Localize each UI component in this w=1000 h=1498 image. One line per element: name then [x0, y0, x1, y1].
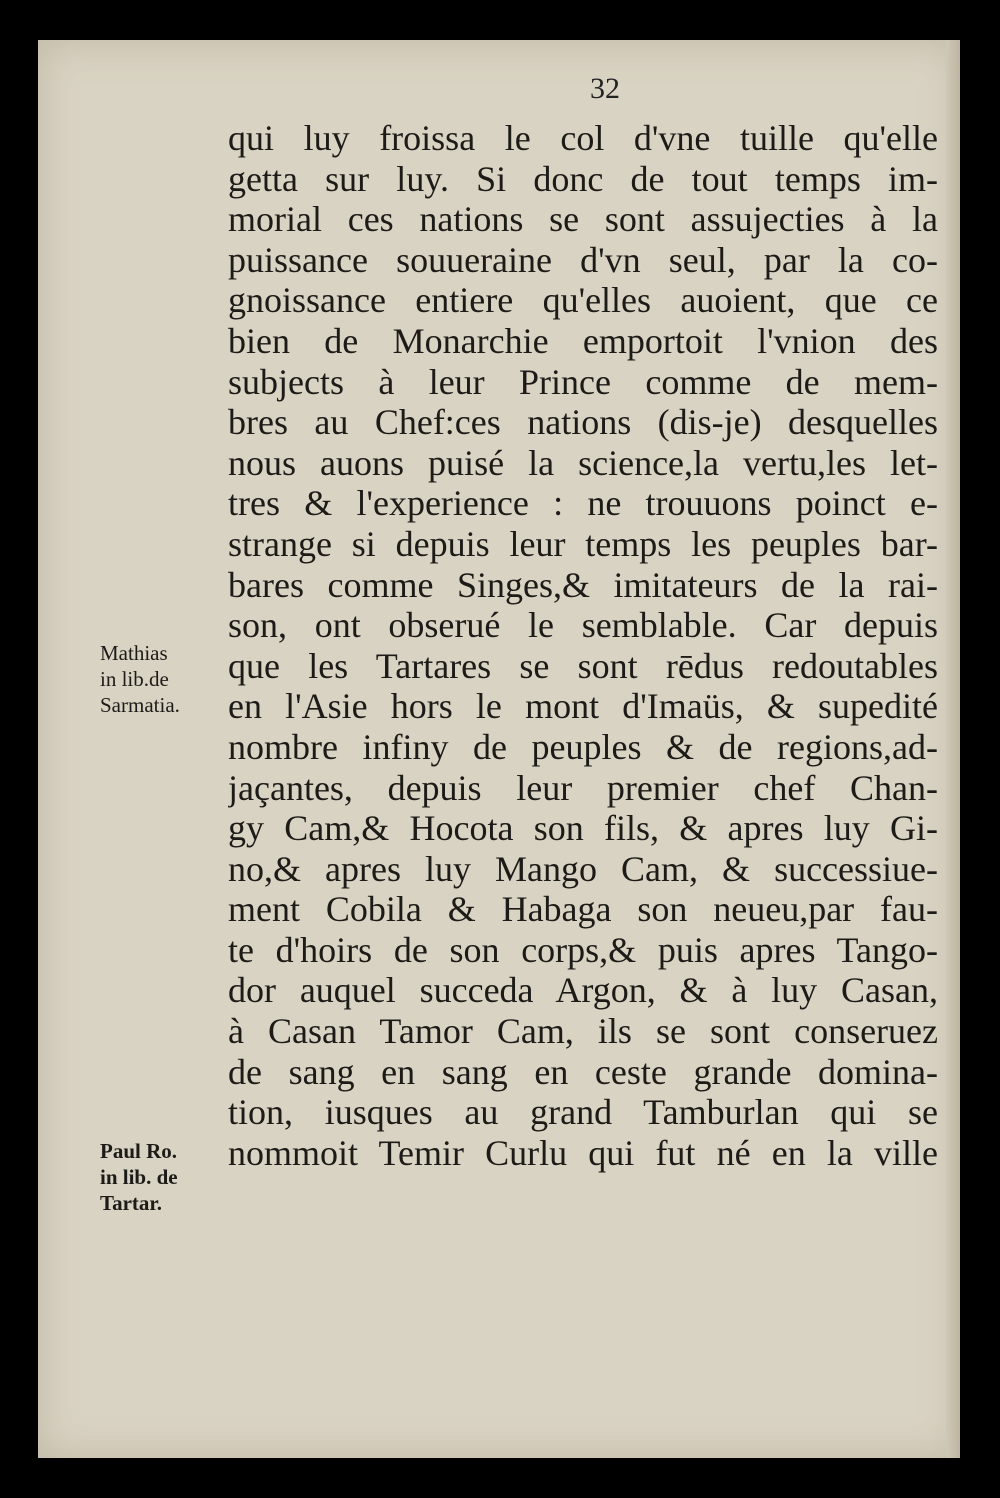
page-edge: [946, 40, 960, 1458]
text-line: nommoit Temir Curlu qui fut né en la ville: [228, 1132, 938, 1173]
text-line: son, ont obserué le semblable. Car depuis: [228, 605, 938, 646]
text-line: qui luy froissa le col d'vne tuille qu'elle: [228, 118, 938, 158]
margin-note-line: Sarmatia.: [100, 693, 180, 717]
text-line: puissance souueraine d'vn seul, par la co-: [228, 239, 938, 280]
text-line: à Casan Tamor Cam, ils se sont conseruez: [228, 1011, 938, 1052]
text-line: en l'Asie hors le mont d'Imaüs, & supedité: [228, 686, 938, 727]
margin-note-line: Mathias: [100, 641, 168, 665]
text-line: dor auquel succeda Argon, & à luy Casan,: [228, 970, 938, 1011]
margin-note-mathias: [100, 640, 180, 718]
text-line: no,& apres luy Mango Cam, & successiue-: [228, 848, 938, 889]
text-line: jaçantes, depuis leur premier chef Chan-: [228, 767, 938, 808]
text-line: ment Cobila & Habaga son neueu,par fau-: [228, 889, 938, 930]
text-line: subjects à leur Prince comme de mem-: [228, 361, 938, 402]
text-line: bares comme Singes,& imitateurs de la rai-: [228, 564, 938, 605]
margin-note-line: in lib. de: [100, 1165, 178, 1189]
text-line: que les Tartares se sont rēdus redoutables: [228, 645, 938, 686]
text-line: morial ces nations se sont assujecties à la: [228, 199, 938, 240]
text-line: getta sur luy. Si donc de tout temps im-: [228, 158, 938, 199]
text-line: nombre infiny de peuples & de regions,ad-: [228, 726, 938, 767]
body-text: [228, 118, 938, 1173]
margin-note-paul: [100, 1138, 178, 1216]
text-line: bres au Chef:ces nations (dis-je) desquelles: [228, 402, 938, 443]
margin-note-line: Tartar.: [100, 1191, 163, 1215]
text-line: tres & l'experience : ne trouuons poinct e-: [228, 483, 938, 524]
text-line: de sang en sang en ceste grande domina-: [228, 1051, 938, 1092]
margin-note-line: Paul Ro.: [100, 1139, 178, 1163]
margin-note-line: in lib.de: [100, 667, 169, 691]
text-line: gnoissance entiere qu'elles auoient, que ce: [228, 280, 938, 321]
text-line: gy Cam,& Hocota son fils, & apres luy Gi-: [228, 808, 938, 849]
text-line: nous auons puisé la science,la vertu,les let-: [228, 442, 938, 483]
text-line: bien de Monarchie emportoit l'vnion des: [228, 320, 938, 361]
text-line: strange si depuis leur temps les peuples bar-: [228, 523, 938, 564]
text-line: te d'hoirs de son corps,& puis apres Tango-: [228, 929, 938, 970]
text-line: tion, iusques au grand Tamburlan qui se: [228, 1092, 938, 1133]
page-number: 32: [590, 72, 620, 105]
